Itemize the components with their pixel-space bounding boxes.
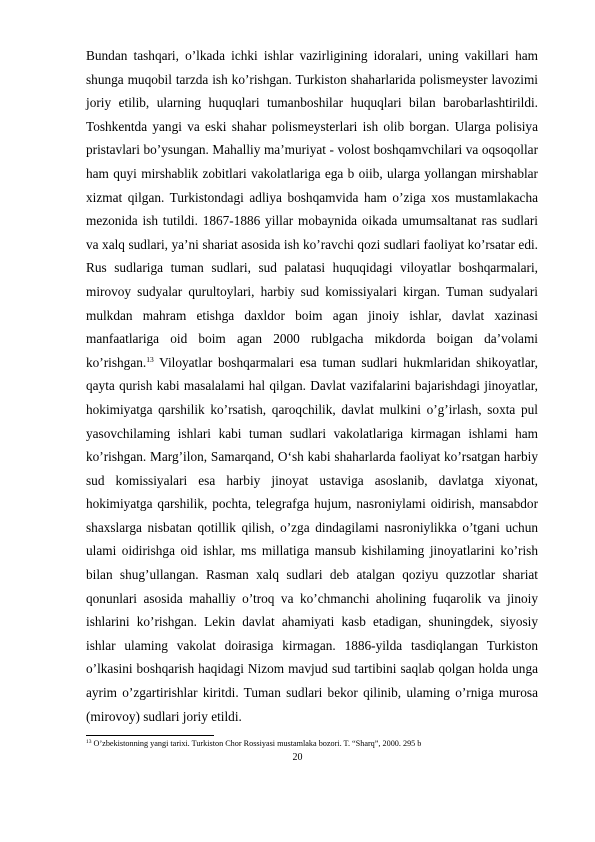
footnote xyxy=(86,738,538,749)
body-paragraph xyxy=(86,44,538,728)
footnote-reference: 13 xyxy=(146,354,154,364)
body-text-part-2: Viloyatlar boshqarmalari esa tuman sudlari hukmlaridan shikoyatlar, qayta qurish kabi masalalami hal qilgan. Davlat vazifalarini bajarishdagi jinoyatlar, hokimiyatga qarshilik ko’rsatish, qaroqchilik, davlat mulkini o’g’irlash, soxta pul yasovchilaming ishlari kabi tuman sudlari vakolatlariga kirmagan ishlami ham ko’rishgan. Marg’ilon, Samarqand, O‘sh kabi shaharlarda faoliyat ko’rsatgan harbiy sud komissiyalari esa harbiy jinoyat ustaviga asoslanib, davlatga xiyonat, hokimiyatga qarshilik, pochta, telegrafga hujum, nasroniylami oidirish, mansabdor shaxslarga nisbatan qotillik qilish, o’zga dindagilami nasroniylikka o’tgani uchun ulami oidirishga oid ishlar, ms millatiga mansub kishilaming jinoyatlarini ko’rish bilan shug’ullangan. Rasman xalq sudlari deb atalgan qoziyu quzzotlar shariat qonunlari asosida mahalliy o’troq va ko’chmanchi aholining fuqarolik va jinoiy ishlarini ko’rishgan. Lekin davlat ahamiyati kasb etadigan, shuningdek, siyosiy ishlar ulaming vakolat doirasiga kirmagan. 1886-yilda tasdiqlangan Turkiston o’lkasini boshqarish haqidagi Nizom mavjud sud tartibini saqlab qolgan holda unga ayrim o’zgartirishlar kiritdi. Tuman sudlari bekor qilinib, ulaming o’rniga murosa (mirovoy) sudlari joriy etildi. xyxy=(86,354,538,724)
body-text-part-1: Bundan tashqari, o’lkada ichki ishlar vazirligining idoralari, uning vakillari ham shunga muqobil tarzda ish ko’rishgan. Turkiston shaharlarida polismeyster lavozimi joriy etilib, ularning huquqlari tumanboshilar huquqlari bilan barobarlashtirildi. Toshkentda yangi va eski shahar polismeysterlari ish olib borgan. Ularga polisiya pristavlari bo’ysungan. Mahalliy ma’muriyat - volost boshqamvchilari va oqsoqollar ham quyi mirshablik zobitlari vakolatlariga ega b oiib, ularga yollangan mirshablar xizmat qilgan. Turkistondagi adliya boshqamvida ham o’ziga xos mustamlakacha mezonida ish tutildi. 1867-1886 yillar mobaynida oikada umumsaltanat ras sudlari va xalq sudlari, ya’ni shariat asosida ish ko’ravchi qozi sudlari faoliyat ko’rsatar edi. Rus sudlariga tuman sudlari, sud palatasi huquqidagi viloyatlar boshqarmalari, mirovoy sudyalar qurultoylari, harbiy sud komissiyalari kirgan. Tuman sudyalari mulkdan mahram etishga daxldor boim agan jinoiy ishlar, davlat xazinasi manfaatlariga oid boim agan 2000 rublgacha mikdorda boigan da’volami ko’rishgan. xyxy=(86,48,538,370)
footnote-number: 13 xyxy=(86,739,92,745)
footnote-text: O’zbekistonning yangi tarixi. Turkiston Chor Rossiyasi mustamlaka bozori. T. “Sharq”, 2000. 295 b xyxy=(91,739,422,748)
footnote-separator xyxy=(86,735,214,736)
page-number: 20 xyxy=(292,752,303,763)
